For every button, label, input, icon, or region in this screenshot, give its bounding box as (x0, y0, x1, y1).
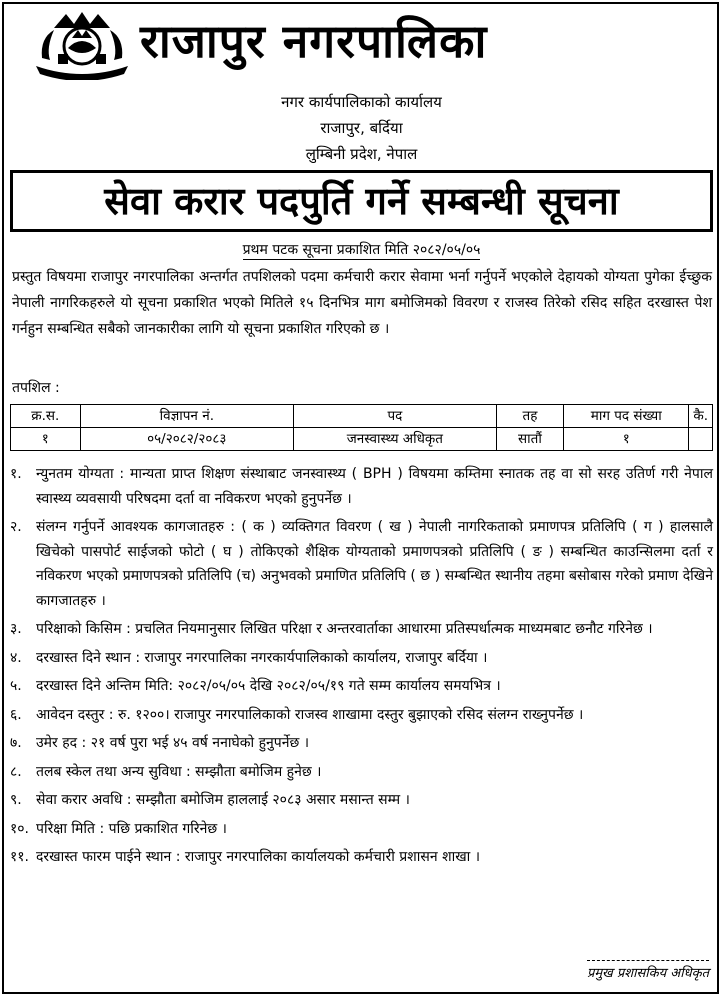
item-number: ४. (10, 649, 22, 666)
cell-level: सातौं (496, 428, 563, 451)
item-number: ११. (10, 849, 30, 865)
nepal-emblem-icon (32, 8, 132, 80)
cell-ad-no: ०५/२०८२/२०८३ (80, 428, 293, 451)
cell-post: जनस्वास्थ्य अधिकृत (294, 428, 497, 451)
list-item (10, 703, 713, 728)
vacancy-table (10, 404, 713, 451)
item-number: ७. (10, 735, 22, 751)
item-text: परिक्षा मिति : पछि प्रकाशित गरिनेछ । (36, 820, 227, 837)
municipality-title: राजापुर नगरपालिका (140, 14, 488, 68)
published-date (0, 240, 723, 260)
tapasil-label: तपशिल : (12, 380, 60, 396)
conditions-list (10, 462, 713, 874)
table-header-row (11, 405, 713, 428)
notice-title: सेवा करार पदपुर्ति गर्ने सम्बन्धी सूचना (10, 170, 713, 232)
list-item (10, 617, 713, 642)
signature-title: प्रमुख प्रशासकिय अधिकृत (587, 960, 709, 981)
item-text: दरखास्त फारम पाईने स्थान : राजापुर नगरपालिका कार्यालयको कर्मचारी प्रशासन शाखा । (36, 849, 481, 865)
item-number: ३. (10, 621, 22, 637)
list-item (10, 788, 713, 813)
list-item (10, 845, 713, 870)
item-text: उमेर हद : २१ वर्ष पुरा भई ४५ वर्ष ननाघेको हुनुपर्नेछ । (36, 735, 310, 751)
item-number: ९. (10, 792, 22, 808)
item-text: तलब स्केल तथा अन्य सुविधा : सम्झौता बमोजिम हुनेछ । (36, 763, 322, 780)
item-text: आवेदन दस्तुर : रु. १२००। राजापुर नगरपालिकाको राजस्व शाखामा दस्तुर बुझाएको रसिद संलग्न राख्नुपर्नेछ । (36, 706, 584, 723)
item-number: ८. (10, 763, 22, 780)
item-text: न्युनतम योग्यता : मान्यता प्राप्त शिक्षण संस्थाबाट जनस्वास्थ्य ( BPH ) विषयमा कम्तिमा स्नातक तह वा सो सरह उतिर्ण गरी नेपाल स्वास्थ्य व्यवसायी परिषदमा दर्ता वा नविकरण भएको हुनुपर्नेछ । (36, 466, 713, 507)
cell-demand: १ (564, 428, 689, 451)
header-remarks: कै. (689, 405, 713, 428)
item-text: दरखास्त दिने स्थान : राजापुर नगरपालिका नगरकार्यपालिकाको कार्यालय, राजापुर बर्दिया । (36, 649, 488, 666)
item-number: २. (10, 519, 22, 535)
item-text: दरखास्त दिने अन्तिम मिति: २०८२/०५/०५ देखि २०८२/०५/१९ गते सम्म कार्यालय समयभित्र । (36, 678, 501, 694)
header-sn: क्र.स. (11, 405, 81, 428)
item-number: १. (10, 466, 22, 482)
header-level: तह (496, 405, 563, 428)
list-item (10, 646, 713, 671)
list-item (10, 674, 713, 699)
office-line-1: नगर कार्यपालिकाको कार्यालय (281, 93, 442, 111)
item-text: परिक्षाको किसिम : प्रचलित नियमानुसार लिखित परिक्षा र अन्तरवार्ताका आधारमा प्रतिस्पर्धात्मक माध्यमबाट छनौट गरिनेछ । (36, 621, 653, 637)
item-number: ५. (10, 678, 22, 694)
header-ad-no: विज्ञापन नं. (80, 405, 293, 428)
table-row (11, 428, 713, 451)
list-item (10, 760, 713, 785)
published-date-text: प्रथम पटक सूचना प्रकाशित मिति २०८२/०५/०५ (242, 242, 481, 258)
header-post: पद (294, 405, 497, 428)
intro-paragraph: प्रस्तुत विषयमा राजापुर नगरपालिका अन्तर्गत तपशिलको पदमा कर्मचारी करार सेवामा भर्ना गर्नुपर्ने भएकोले देहायको योग्यता पुगेका ईच्छुक नेपाली नागरिकहरुले यो सूचना प्रकाशित भएको मितिले १५ दिनभित्र माग बमोजिमको विवरण र राजस्व तिरेको रसिद सहित दरखास्त पेश गर्नहुन सम्बन्धित सबैको जानकारीका लागि यो सूचना प्रकाशित गरिएको छ । (12, 269, 712, 337)
item-text: सेवा करार अवधि : सम्झौता बमोजिम हाललाई २०८३ असार मसान्त सम्म । (36, 792, 410, 808)
item-number: १०. (10, 820, 30, 837)
office-line-2: राजापुर, बर्दिया (320, 119, 403, 137)
list-item (10, 515, 713, 613)
cell-sn: १ (11, 428, 81, 451)
cell-remarks (689, 428, 713, 451)
list-item (10, 462, 713, 511)
list-item (10, 731, 713, 756)
item-text: संलग्न गर्नुपर्ने आवश्यक कागजातहरु : ( क ) व्यक्तिगत विवरण ( ख ) नेपाली नागरिकताको प्रमाणपत्र प्रतिलिपि ( ग ) हालसालै खिचेको पासपोर्ट साईजको फोटो ( घ ) तोकिएको शैक्षिक योग्यताको प्रमाणपत्रको प्रतिलिपि ( ङ ) सम्बन्धित काउन्सिलमा दर्ता र नविकरण भएको प्रमाणपत्रको प्रतिलिपि (च) अनुभवको प्रमाणित प्रतिलिपि ( छ ) सम्बन्धित स्थानीय तहमा बसोबास गरेको प्रमाण देखिने कागजातहरु । (36, 519, 713, 609)
list-item (10, 817, 713, 842)
office-line-3: लुम्बिनी प्रदेश, नेपाल (305, 145, 418, 163)
header-demand: माग पद संख्या (564, 405, 689, 428)
item-number: ६. (10, 706, 22, 723)
